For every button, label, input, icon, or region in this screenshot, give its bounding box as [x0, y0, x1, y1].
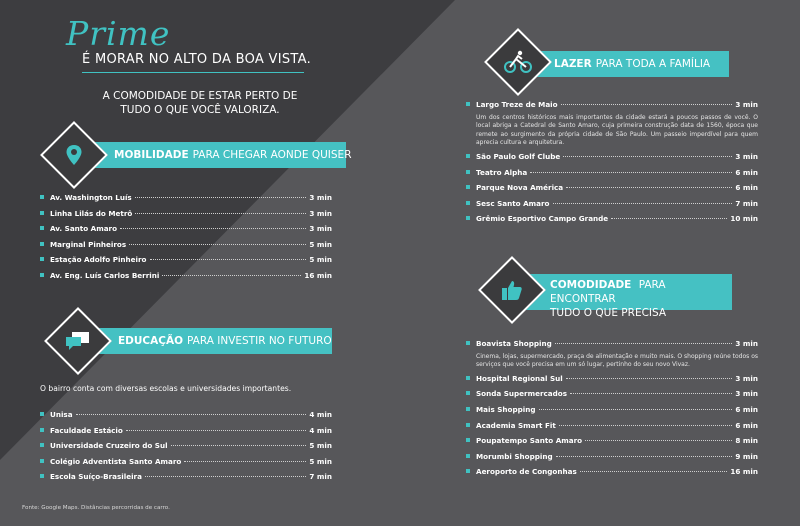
lazer-subtitle: PARA TODA A FAMÍLIA — [595, 58, 711, 70]
educacao-subtitle: PARA INVESTIR NO FUTURO — [187, 335, 332, 347]
educacao-badge — [54, 317, 102, 365]
comodidade-list — [466, 339, 758, 483]
mobilidade-banner — [80, 142, 352, 168]
list-item: Academia Smart Fit 6 min — [466, 421, 758, 437]
list-item: Teatro Alpha 6 min — [466, 168, 758, 184]
footnote: Fonte: Google Maps. Distâncias percorridas de carro. — [22, 505, 170, 511]
list-item: Sesc Santo Amaro 7 min — [466, 199, 758, 215]
list-item: Poupatempo Santo Amaro 8 min — [466, 436, 758, 452]
comodidade-badge — [488, 266, 536, 314]
list-item: Estação Adolfo Pinheiro 5 min — [40, 255, 332, 271]
list-item-description: Cinema, lojas, supermercado, praça de alimentação e muito mais. O shopping reúne todos os serviços que você precisa em um só lugar, pertinho do seu novo Vivaz. — [476, 352, 758, 369]
list-item: Escola Suíço-Brasileira 7 min — [40, 472, 332, 488]
list-item: Av. Washington Luís 3 min — [40, 193, 332, 209]
mobilidade-subtitle: PARA CHEGAR AONDE QUISER — [192, 149, 352, 161]
lazer-list — [466, 100, 758, 230]
lazer-banner — [524, 51, 729, 77]
list-item: Sonda Supermercados 3 min — [466, 389, 758, 405]
comodidade-banner — [516, 274, 732, 319]
list-item: Faculdade Estácio 4 min — [40, 426, 332, 442]
list-item-description: Um dos centros históricos mais importantes da cidade estará a poucos passos de você. O local abriga a Catedral de Santo Amaro, cuja primeira construção data de 1560, época que remete ao surgimento da própria cidade de São Paulo. Um passeio imperdível para quem aprecia cultura e arquitetura. — [476, 113, 758, 147]
list-item: Av. Santo Amaro 3 min — [40, 224, 332, 240]
list-item: Aeroporto de Congonhas 16 min — [466, 467, 758, 483]
intro-text: A COMODIDADE DE ESTAR PERTO DE TUDO O QUE VOCÊ VALORIZA. — [102, 90, 298, 116]
map-pin-icon — [50, 131, 98, 179]
list-item: Morumbi Shopping 9 min — [466, 452, 758, 468]
thumbs-up-icon — [488, 266, 536, 314]
list-item: Hospital Regional Sul 3 min — [466, 374, 758, 390]
brand-title: Prime — [66, 14, 171, 53]
list-item: Unisa 4 min — [40, 410, 332, 426]
comodidade-subtitle: PARA ENCONTRAR — [550, 279, 666, 305]
list-item: Parque Nova América 6 min — [466, 183, 758, 199]
list-item: Colégio Adventista Santo Amaro 5 min — [40, 457, 332, 473]
cyclist-icon — [494, 38, 542, 86]
list-item: São Paulo Golf Clube 3 min — [466, 152, 758, 168]
list-item: Boavista Shopping 3 min — [466, 339, 758, 355]
educacao-list — [40, 410, 332, 488]
list-item: Largo Treze de Maio 3 min — [466, 100, 758, 116]
list-item: Linha Lilás do Metrô 3 min — [40, 209, 332, 225]
list-item: Mais Shopping 6 min — [466, 405, 758, 421]
list-item: Universidade Cruzeiro do Sul 5 min — [40, 441, 332, 457]
page-subtitle: É MORAR NO ALTO DA BOA VISTA. — [82, 52, 312, 67]
list-item: Marginal Pinheiros 5 min — [40, 240, 332, 256]
list-item: Grêmio Esportivo Campo Grande 10 min — [466, 214, 758, 230]
comodidade-title: COMODIDADE — [550, 279, 632, 291]
educacao-intro: O bairro conta com diversas escolas e universidades importantes. — [40, 384, 292, 393]
mobilidade-list — [40, 193, 332, 287]
speech-bubble-icon — [54, 317, 102, 365]
educacao-title: EDUCAÇÃO — [118, 335, 184, 347]
mobilidade-badge — [50, 131, 98, 179]
lazer-badge — [494, 38, 542, 86]
list-item: Av. Eng. Luís Carlos Berrini 16 min — [40, 271, 332, 287]
mobilidade-title: MOBILIDADE — [114, 149, 189, 161]
lazer-title: LAZER — [554, 58, 592, 70]
educacao-banner — [84, 328, 332, 354]
subtitle-underline — [82, 72, 304, 73]
comodidade-subtitle-line2: TUDO O QUE PRECISA — [550, 307, 667, 319]
